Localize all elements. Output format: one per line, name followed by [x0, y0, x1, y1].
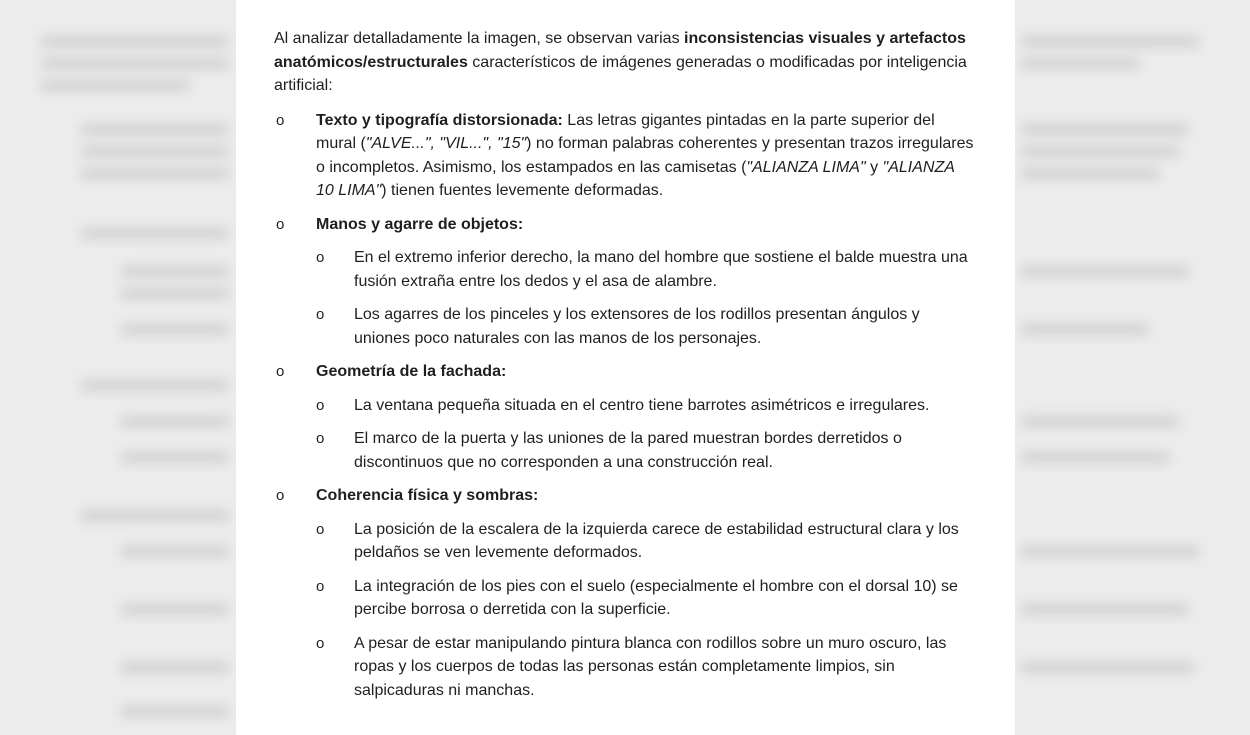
bullet-icon: o [276, 215, 285, 233]
finding-physics [274, 484, 974, 702]
sub-list [316, 518, 974, 703]
intro-text: Al analizar detalladamente la imagen, se observan varias [274, 30, 685, 47]
bullet-icon: o [316, 430, 325, 447]
sub-list [316, 246, 974, 350]
list-item-text: A pesar de estar manipulando pintura blanca con rodillos sobre un muro oscuro, las ropas y los cuerpos de todas las personas están completamente limpios, sin salpicaduras ni manchas. [354, 634, 947, 699]
finding-body: Las letras gigantes pintadas en la parte superior del mural ( [316, 111, 935, 152]
bullet-icon: o [316, 634, 325, 652]
finding-facade [274, 360, 974, 474]
response-panel [236, 0, 1015, 735]
finding-heading: Geometría de la fachada: [316, 363, 507, 380]
bullet-icon: o [316, 577, 325, 595]
bullet-icon: o [316, 520, 325, 538]
finding-text-typography [274, 109, 974, 203]
bullet-icon: o [276, 487, 285, 504]
list-item-text: La integración de los pies con el suelo (especialmente el hombre con el dorsal 10) se percibe borrosa o derretida con la superficie. [354, 577, 958, 618]
list-item-text: En el extremo inferior derecho, la mano del hombre que sostiene el balde muestra una fusión extraña entre los dedos y el asa de alambre. [354, 249, 968, 290]
blurred-background-left [0, 0, 236, 735]
finding-body: ) tienen fuentes levemente deformadas. [381, 182, 664, 199]
blurred-background-right [1015, 0, 1250, 735]
quoted-text: "ALIANZA LIMA" [746, 158, 866, 176]
response-content [274, 27, 974, 712]
list-item [316, 394, 974, 418]
findings-list [274, 109, 974, 703]
bullet-icon: o [276, 363, 285, 380]
list-item [316, 518, 974, 565]
list-item-text: La posición de la escalera de la izquierda carece de estabilidad estructural clara y los peldaños se ven levemente deformados. [354, 520, 959, 561]
list-item [316, 427, 974, 474]
finding-heading: Coherencia física y sombras: [316, 487, 539, 504]
list-item [316, 303, 974, 350]
finding-heading: Manos y agarre de objetos: [316, 215, 524, 233]
intro-text-end: característicos de imágenes generadas o modificadas por inteligencia artificial: [274, 53, 967, 94]
list-item [316, 575, 974, 622]
quoted-text: "ALIANZA 10 LIMA" [316, 158, 955, 199]
list-item-text: Los agarres de los pinceles y los extensores de los rodillos presentan ángulos y uniones poco naturales con las manos de los personajes. [354, 306, 920, 347]
finding-hands [274, 213, 974, 351]
list-item [316, 632, 974, 703]
finding-body: y [865, 158, 883, 176]
bullet-icon: o [316, 249, 325, 266]
finding-body: ) no forman palabras coherentes y presentan trazos irregulares o incompletos. Asimismo, los estampados en las camisetas ( [316, 135, 974, 176]
bullet-icon: o [316, 396, 325, 414]
finding-heading: Texto y tipografía distorsionada: [316, 111, 563, 129]
bullet-icon: o [276, 111, 285, 129]
intro-bold: inconsistencias visuales y artefactos anatómicos/estructurales [274, 30, 966, 71]
sub-list [316, 394, 974, 475]
list-item-text: La ventana pequeña situada en el centro tiene barrotes asimétricos e irregulares. [354, 396, 930, 414]
quoted-text: "ALVE...", "VIL...", "15" [365, 135, 527, 152]
bullet-icon: o [316, 306, 325, 323]
intro-paragraph [274, 27, 974, 98]
list-item [316, 246, 974, 293]
list-item-text: El marco de la puerta y las uniones de la pared muestran bordes derretidos o discontinuos que no corresponden a una construcción real. [354, 430, 902, 471]
